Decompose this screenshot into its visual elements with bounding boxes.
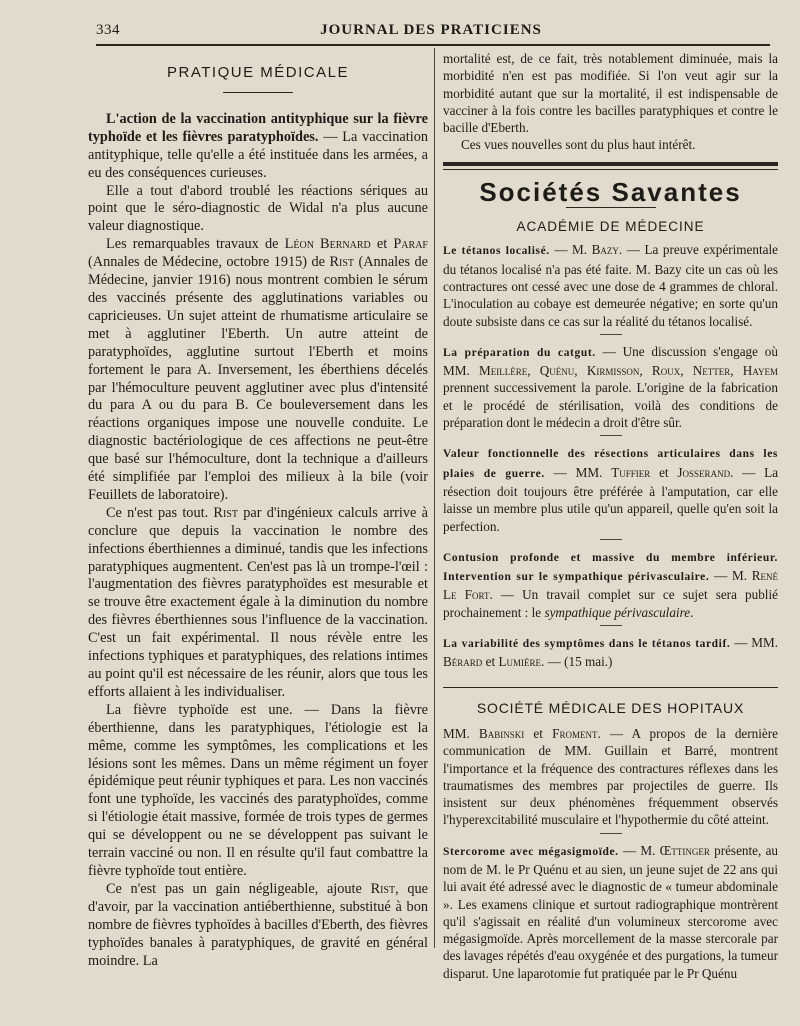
entry-resections (443, 444, 778, 534)
entry-title: Stercorome avec mégasigmoïde. (443, 845, 619, 858)
entry-title: Le tétanos localisé. (443, 245, 550, 258)
text: Les remarquables travaux de (106, 236, 279, 253)
paragraph-1: Elle a tout d'abord troublé les réactions sériques au point que le séro-diagnostic de Widal n'a plus aucune valeur diagnostique. (88, 182, 428, 235)
author-name: Froment (552, 725, 598, 741)
entry-title: La préparation du catgut. (443, 346, 596, 359)
author-name: Léon Bernard (284, 236, 371, 253)
right-column (443, 50, 778, 982)
entry-separator (600, 833, 622, 834)
paragraph-2 (88, 236, 428, 505)
text: (Annales de Médecine, octobre 1915) de (88, 254, 325, 271)
section-rule (443, 687, 778, 688)
author-name: Josserand (677, 464, 731, 480)
author-name: Paraf (393, 236, 428, 253)
text: . — A propos de la dernière communication de MM. Guillain et Barré, montrent l'importance et la fréquence des contractures réflexes dans les traumatismes des membres par projectiles de guerre. Ils insistent sur deux phénomènes fréquemment observés l'hyperexcitabilité musculaire et l'hypothermie du côté atteint. (443, 725, 779, 828)
societe-medicale-heading: SOCIÉTÉ MÉDICALE DES HOPITAUX (476, 699, 745, 716)
entry-title: Contusion profonde et massive du membre inférieur. Intervention sur le sympathique périvasculaire. (443, 551, 778, 584)
entry-separator (600, 625, 622, 626)
text: . (690, 604, 694, 620)
lead-text: — La vaccination antityphique, telle qu'elle a été instituée dans les armées, a eu des conséquences curieuses. (88, 128, 429, 181)
entry-separator (600, 334, 622, 335)
author-name: Bérard (443, 654, 483, 670)
text: . — La résection doit toujours être préférée à l'amputation, car elle laisse un membre plus utile qu'un appareil, quelle qu'en soit la perfection. (443, 464, 779, 534)
entry-separator (600, 539, 622, 540)
entry-contusion (443, 548, 778, 621)
journal-title: JOURNAL DES PRATICIENS (320, 22, 542, 38)
lead-paragraph (88, 111, 428, 183)
left-column (88, 50, 428, 970)
banner-rule (566, 207, 656, 208)
author-name: Lumière (498, 654, 541, 670)
italic-term: sympathique périvasculaire (544, 604, 691, 620)
author-name: Rist (329, 254, 354, 271)
section-title: PRATIQUE MÉDICALE (167, 64, 349, 81)
running-head (96, 20, 766, 42)
text: présente, au nom de M. le Pr Quénu et au sien, un jeune sujet de 22 ans qui lui avait été adressé avec le diagnostic de « tumeur abdominale ». Les examens clinique et surtout radiographique montrèrent qu'il s'agissait en réalité d'un volumineux stercorome avec mégasigmoïde. Après morcellement de la masse stercorale par des lavages répétés d'eau oxygénée et des purgations, la tumeur disparut. Une laparotomie fut pratiquée par le Pr Quénu (443, 842, 779, 981)
text: et (659, 464, 669, 480)
entry-title: Valeur fonctionnelle des résections articulaires dans les plaies de guerre. (443, 448, 778, 480)
author-name: Babinski (478, 725, 525, 741)
text: et (485, 654, 496, 670)
text: — M. (622, 842, 656, 858)
author-names: Meillère, Quénu, Kirmisson, Roux, Netter, Hayem (479, 363, 778, 379)
text: MM. (443, 725, 470, 741)
author-name: Œttinger (659, 842, 710, 858)
paragraph-4: La fièvre typhoïde est une. — Dans la fièvre éberthienne, dans les paratyphiques, l'étiologie est la même, comme les symptômes, les complications et les lésions sont les mêmes. Dans un même régiment un foyer épidémique peut réunir typhiques et para. Les non vaccinés font une typhoïde, les vaccinés des paratyphoïdes, comme si l'étiologie était massive, formée de trois types de germes qui se développent ou ne se développent pas suivant le terrain vacciné ou non. Il en résulte qu'il faut combattre la fièvre typhoïde tout entière. (88, 701, 428, 879)
entry-catgut (443, 343, 778, 431)
text: prennent successivement la parole. L'origine de la fabrication et le procédé de stérilisation, voilà des conditions de préparation dont le médecin a droit d'être sûr. (443, 380, 778, 431)
text: — M. (714, 568, 747, 584)
section-band-rule (443, 162, 778, 170)
text: . — La preuve expérimentale du tétanos localisé n'a pas été faite. M. Bazy cite un cas où les contractures ont cessé avec une dose de 4 grammes de chloral. L'inoculation au cobaye est demeurée négative; en sorte qu'un doute subsiste dans ce cas sur la réalité du tétanos localisé. (443, 242, 779, 329)
title-rule (223, 92, 293, 93)
page-number: 334 (96, 22, 120, 38)
text: par d'ingénieux calculs arrive à conclure que depuis la vaccination le nombre des infections éberthiennes a diminué, tandis que les infections paratyphiques augmentent. Cen'est pas là un trompe-l'œil : l'augmentation des fièvres paratyphoïdes est mesurable et se trouve être exactement égale à la diminution du nombre des fièvres éberthiennes sous l'influence de la vaccination. C'est un fait expérimental. Il nous révèle entre les infections typhiques et paratyphiques, des relations intimes au point qu'il est nécessaire de les réunir, alors que tous les efforts allaient à les individualiser. (88, 504, 429, 700)
author-name: Bazy (591, 242, 619, 258)
entry-title: La variabilité des symptômes dans le tétanos tardif. (443, 638, 731, 651)
author-name: René Le Fort (443, 568, 779, 603)
text: — M. (554, 242, 588, 258)
text: Ce n'est pas un gain négligeable, ajoute (106, 880, 362, 897)
academie-heading: ACADÉMIE DE MÉDECINE (516, 219, 705, 235)
text: , que d'avoir, par la vaccination antiéberthienne, substitué à bon nombre de fièvres typhoïdes à bacilles d'Eberth, des fièvres typhoïdes banales à paratyphiques, de gravité en général moindre. La (88, 880, 428, 969)
text: — Une discussion s'engage où MM. (443, 343, 778, 379)
text: et (533, 725, 543, 741)
entry-stercorome (443, 842, 778, 982)
text: et (376, 236, 388, 253)
entry-tetanos-localise (443, 241, 778, 329)
text: Ce n'est pas tout. (106, 504, 209, 521)
text: — MM. (734, 635, 778, 651)
closing-paragraph: Ces vues nouvelles sont du plus haut intérêt. (461, 137, 696, 153)
entry-separator (600, 435, 622, 436)
text: (Annales de Médecine, janvier 1916) nous montrent combien le sérum des vaccinés présente des agglutinations variables ou capricieuses. Un sujet atteint de rhumatisme articulaire se met à agglutiner l'Eberth. Un autre atteint de paratyphoïdes, agglutine surtout l'Eberth et moins fortement le para A. Inversement, les éberthiens décelés par l'hémoculture peuvent agglutiner avec plus d'intensité du para A ou du para B. Ce bouleversement dans les réactions organiques impose une nouvelle conduite. Le diagnostic bactériologique de ces affections ne peut-être que basé sur l'hémoculture, dont la technique a d'ailleurs été simplifiée par l'emploi des milieux à la bile (voir Feuillets de laboratoire). (88, 254, 429, 503)
text: . — Un travail complet sur ce sujet sera publié prochainement : le (443, 587, 778, 620)
continuation-paragraph: mortalité est, de ce fait, très notablement diminuée, mais la morbidité n'en est pas modifiée. Si l'on veut agir sur la morbidité autant que sur la mortalité, il est indispensable de vacciner à la fois contre les bacilles paratyphiques et contre le bacille d'Eberth. (443, 51, 778, 136)
author-name: Rist (370, 880, 396, 897)
paragraph-5 (88, 881, 428, 971)
text: . — (15 mai.) (541, 654, 613, 670)
entry-tetanos-tardif (443, 634, 778, 671)
author-name: Tuffier (611, 464, 651, 480)
header-rule (96, 44, 770, 46)
entry-babinski-froment (443, 725, 778, 829)
paragraph-3 (88, 505, 428, 702)
author-name: Rist (213, 504, 238, 521)
column-divider (434, 48, 435, 948)
lead-heading: L'action de la vaccination antityphique sur la fièvre typhoïde et les fièvres paratyphoïdes. (88, 110, 428, 145)
text: — MM. (553, 464, 603, 480)
societes-savantes-banner: Sociétés Savantes (479, 176, 742, 207)
